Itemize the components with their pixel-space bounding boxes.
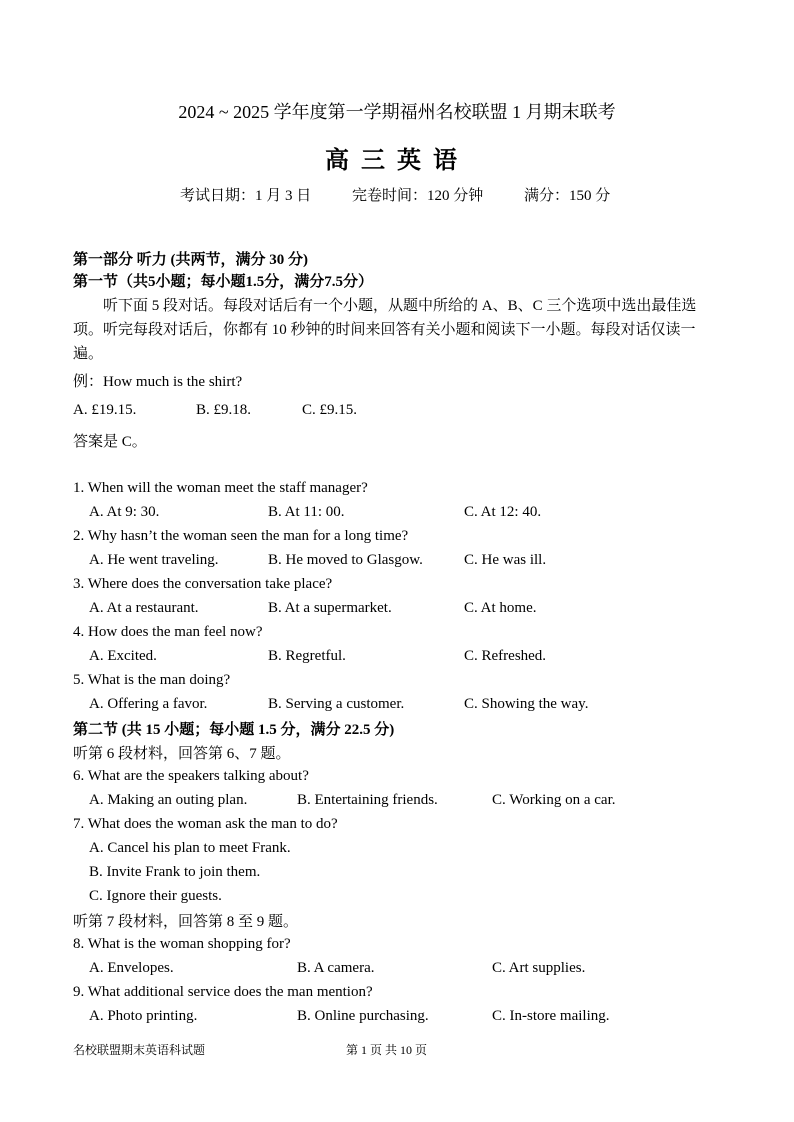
question-3-option-b: B. At a supermarket.	[268, 600, 392, 616]
question-8: 8. What is the woman shopping for?	[73, 936, 291, 952]
question-1-option-b: B. At 11: 00.	[268, 504, 345, 520]
question-2-option-a: A. He went traveling.	[89, 552, 219, 568]
question-5-option-c: C. Showing the way.	[464, 696, 589, 712]
material-7-instruction: 听第 7 段材料，回答第 8 至 9 题。	[73, 914, 299, 930]
question-4-option-a: A. Excited.	[89, 648, 157, 664]
question-9-option-b: B. Online purchasing.	[297, 1008, 429, 1024]
question-8-option-c: C. Art supplies.	[492, 960, 586, 976]
question-3-option-c: C. At home.	[464, 600, 537, 616]
question-4-option-c: C. Refreshed.	[464, 648, 547, 664]
question-1-option-c: C. At 12: 40.	[464, 504, 542, 520]
question-7: 7. What does the woman ask the man to do?	[73, 816, 338, 832]
question-9-option-c: C. In-store mailing.	[492, 1008, 610, 1024]
question-5: 5. What is the man doing?	[73, 672, 231, 688]
question-1-option-a: A. At 9: 30.	[89, 504, 160, 520]
question-7-option-c: C. Ignore their guests.	[89, 888, 222, 904]
question-7-option-a: A. Cancel his plan to meet Frank.	[89, 840, 291, 856]
exam-date: 考试日期：1 月 3 日	[180, 188, 312, 204]
section1-instructions: 听下面 5 段对话。每段对话后有一个小题，从题中所给的 A、B、C 三个选项中选出最佳选项。听完每段对话后，你都有 10 秒钟的时间来回答有关小题和阅读下一小题。每段对话仅读一遍。	[73, 298, 697, 362]
question-9-option-a: A. Photo printing.	[89, 1008, 198, 1024]
question-3: 3. Where does the conversation take place?	[73, 576, 333, 592]
question-2-option-c: C. He was ill.	[464, 552, 547, 568]
question-7-option-b: B. Invite Frank to join them.	[89, 864, 261, 880]
question-5-option-a: A. Offering a favor.	[89, 696, 208, 712]
question-6-option-b: B. Entertaining friends.	[297, 792, 438, 808]
example-question: 例：How much is the shirt?	[73, 374, 243, 390]
question-1: 1. When will the woman meet the staff manager?	[73, 480, 368, 496]
page-number: 第 1 页 共 10 页	[346, 1043, 428, 1057]
exam-title: 2024 ~ 2025 学年度第一学期福州名校联盟 1 月期末联考	[178, 102, 616, 122]
question-6: 6. What are the speakers talking about?	[73, 768, 309, 784]
exam-subject: 高三英语	[325, 145, 469, 174]
question-4: 4. How does the man feel now?	[73, 624, 263, 640]
question-8-option-b: B. A camera.	[297, 960, 375, 976]
question-8-option-a: A. Envelopes.	[89, 960, 174, 976]
question-5-option-b: B. Serving a customer.	[268, 696, 405, 712]
example-option-b: B. £9.18.	[196, 402, 252, 418]
question-6-option-c: C. Working on a car.	[492, 792, 616, 808]
material-6-instruction: 听第 6 段材料，回答第 6、7 题。	[73, 746, 291, 762]
question-2: 2. Why hasn’t the woman seen the man for a long time?	[73, 528, 409, 544]
example-option-c: C. £9.15.	[302, 402, 358, 418]
question-4-option-b: B. Regretful.	[268, 648, 346, 664]
question-9: 9. What additional service does the man mention?	[73, 984, 373, 1000]
footer-title: 名校联盟期末英语科试题	[73, 1043, 206, 1057]
example-answer: 答案是 C。	[73, 434, 147, 450]
exam-full-score: 满分：150 分	[524, 188, 611, 204]
example-option-a: A. £19.15.	[73, 402, 137, 418]
section2-heading: 第二节 (共 15 小题；每小题 1.5 分，满分 22.5 分)	[73, 722, 395, 738]
exam-duration: 完卷时间：120 分钟	[352, 188, 484, 204]
section1-heading: 第一节（共5小题；每小题1.5分，满分7.5分）	[73, 274, 374, 290]
part1-heading: 第一部分 听力 (共两节，满分 30 分)	[73, 252, 308, 268]
question-2-option-b: B. He moved to Glasgow.	[268, 552, 423, 568]
question-3-option-a: A. At a restaurant.	[89, 600, 199, 616]
question-6-option-a: A. Making an outing plan.	[89, 792, 248, 808]
